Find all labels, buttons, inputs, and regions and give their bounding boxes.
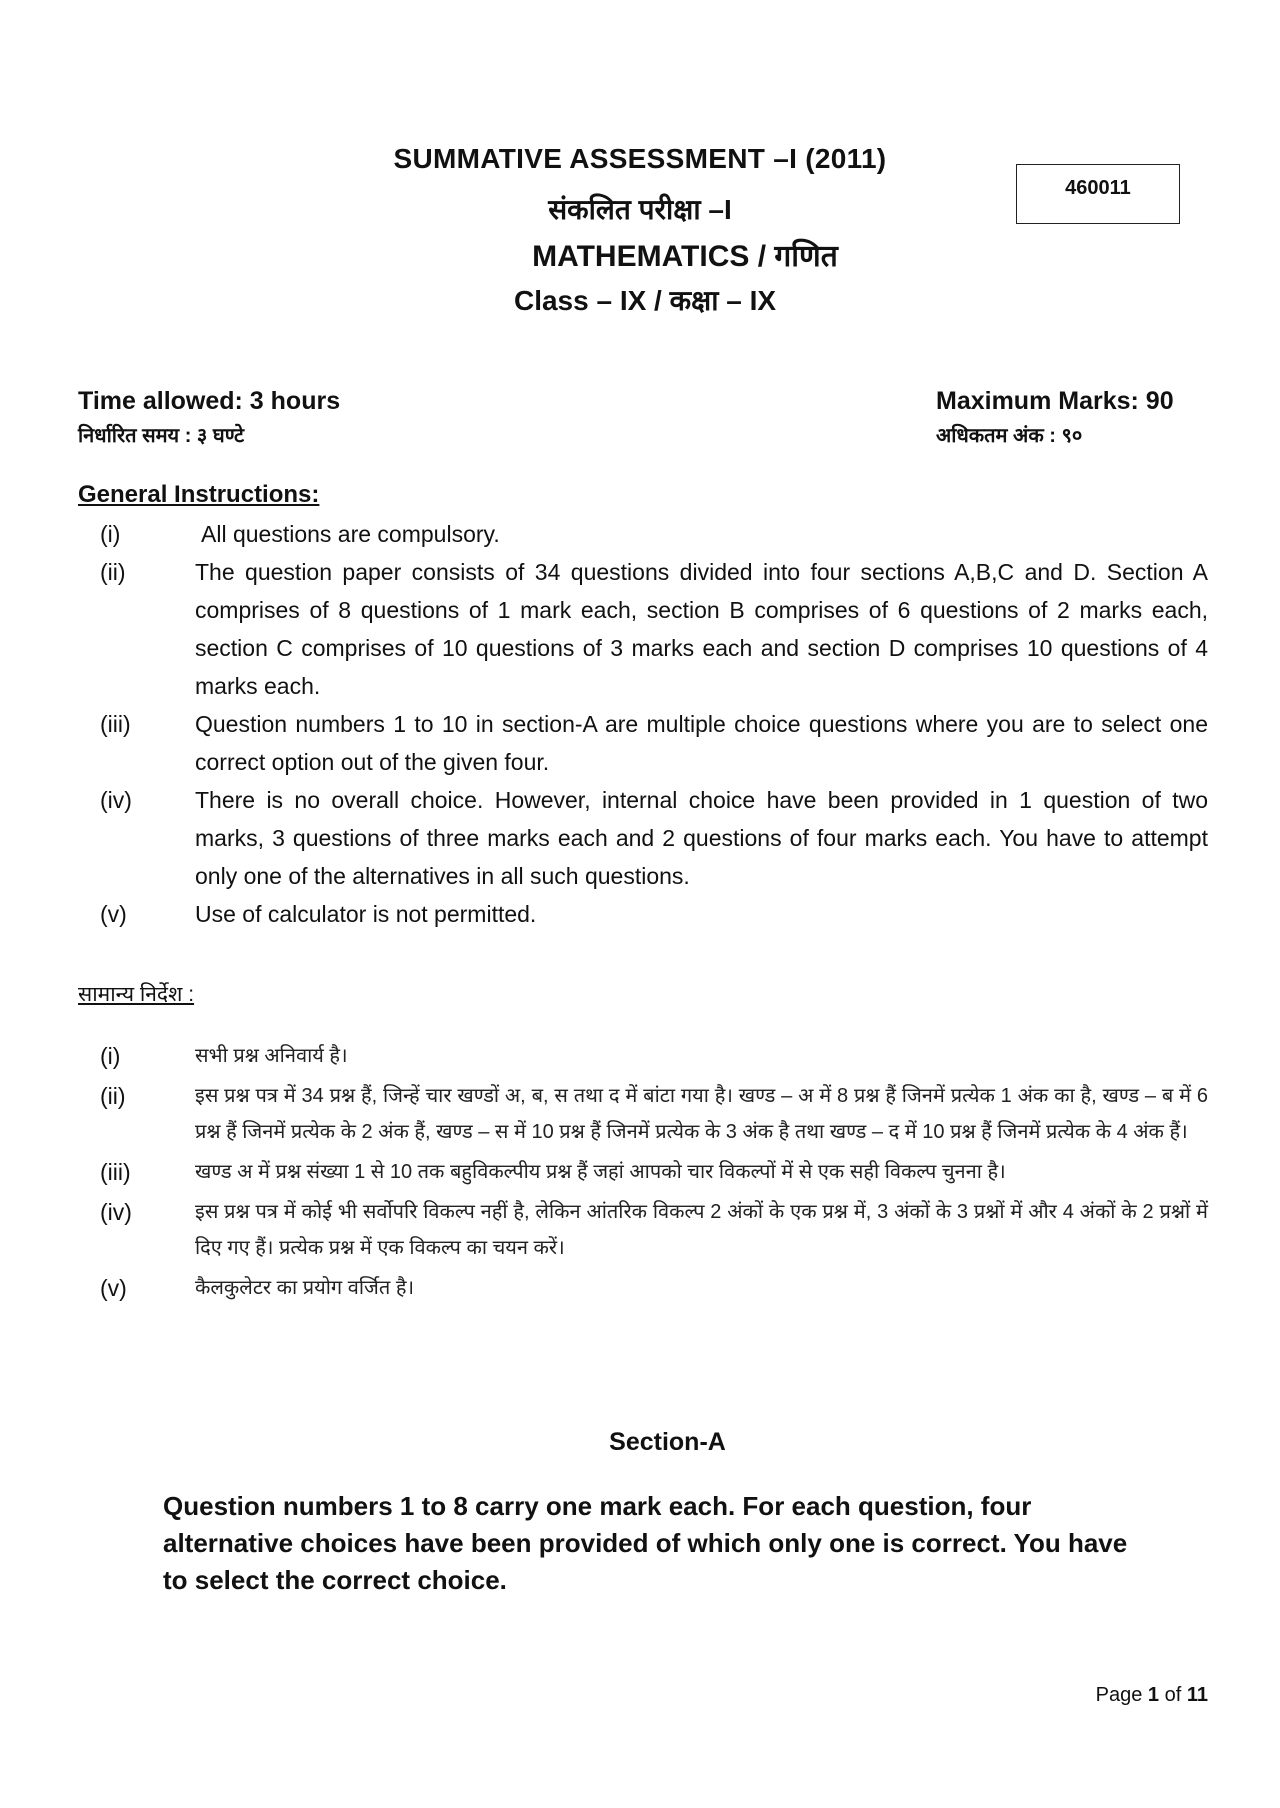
item-text: सभी प्रश्न अनिवार्य है। (195, 1045, 348, 1067)
hindi-instructions-heading: सामान्य निर्देश : (78, 983, 195, 1006)
item-text: कैलकुलेटर का प्रयोग वर्जित है। (195, 1277, 415, 1299)
class-title: Class – IX / कक्षा – IX (513, 285, 777, 316)
list-item (78, 515, 1208, 553)
item-number: (ii) (100, 1083, 126, 1109)
item-number: (v) (100, 1275, 127, 1301)
time-allowed-en: Time allowed: 3 hours (78, 387, 341, 415)
subject-title: MATHEMATICS / गणित (532, 240, 838, 273)
list-item (78, 1154, 1208, 1190)
item-text: Question numbers 1 to 10 in section-A are multiple choice questions where you are to select one correct option out of the given four. (195, 711, 1208, 775)
section-note: Question numbers 1 to 8 carry one mark each. For each question, four alternative choices have been provided of which only one is correct. You have to select the correct choice. (163, 1491, 1128, 1595)
page-footer (1096, 1684, 1208, 1707)
item-number: (ii) (100, 559, 126, 585)
item-text: The question paper consists of 34 questions divided into four sections A,B,C and D. Section A comprises of 8 questions of 1 mark each, section B comprises of 6 questions of 2 marks each, section C comprises of 10 questions of 3 marks each and section D comprises 10 questions of 4 marks each. (195, 559, 1208, 699)
exam-title-en: SUMMATIVE ASSESSMENT –I (2011) (393, 143, 887, 174)
paper-code-box: 460011 (1016, 164, 1180, 224)
item-number: (iii) (100, 711, 131, 737)
max-marks-hi: अधिकतम अंक : ९० (936, 425, 1083, 447)
item-number: (i) (100, 1043, 121, 1069)
item-text: खण्ड अ में प्रश्न संख्या 1 से 10 तक बहुविकल्पीय प्रश्न हैं जहां आपको चार विकल्पों में से एक सही विकल्प चुनना है। (195, 1161, 1006, 1183)
list-item (78, 705, 1208, 781)
item-number: (v) (100, 901, 127, 927)
list-item (78, 1038, 1208, 1074)
hindi-instructions-list (78, 1038, 1208, 1306)
list-item (78, 1078, 1208, 1150)
item-text: इस प्रश्न पत्र में 34 प्रश्न हैं, जिन्हें चार खण्डों अ, ब, स तथा द में बांटा गया है। खण्ड – अ में 8 प्रश्न हैं जिनमें प्रत्येक 1 अंक का है, खण्ड – ब में 6 प्रश्न हैं जिनमें प्रत्येक के 2 अंक हैं, खण्ड – स में 10 प्रश्न हैं जिनमें प्रत्येक के 3 अंक है तथा खण्ड – द में 10 प्रश्न हैं जिनमें प्रत्येक के 4 अंक हैं। (195, 1085, 1208, 1143)
item-number: (iii) (100, 1159, 131, 1185)
page-label: Page (1095, 1684, 1143, 1706)
of-label: of (1164, 1684, 1182, 1706)
list-item (78, 1270, 1208, 1306)
item-number: (iv) (100, 1199, 132, 1225)
list-item (78, 781, 1208, 895)
total-pages: 11 (1186, 1684, 1208, 1706)
section-title: Section-A (609, 1428, 726, 1456)
list-item (78, 553, 1208, 705)
item-text: All questions are compulsory. (201, 521, 500, 547)
general-instructions-heading: General Instructions: (78, 481, 320, 508)
item-number: (i) (100, 521, 121, 547)
max-marks-en: Maximum Marks: 90 (936, 387, 1174, 415)
item-text: Use of calculator is not permitted. (195, 901, 537, 927)
item-text: इस प्रश्न पत्र में कोई भी सर्वोपरि विकल्प नहीं है, लेकिन आंतरिक विकल्प 2 अंकों के एक प्रश्न में, 3 अंकों के 3 प्रश्नों में और 4 अंकों के 2 प्रश्नों में दिए गए हैं। प्रत्येक प्रश्न में एक विकल्प का चयन करें। (195, 1201, 1208, 1259)
item-text: There is no overall choice. However, internal choice have been provided in 1 question of two marks, 3 questions of three marks each and 2 questions of four marks each. You have to attempt only one of the alternatives in all such questions. (195, 787, 1208, 889)
item-number: (iv) (100, 787, 132, 813)
time-allowed-hi: निर्धारित समय : ३ घण्टे (78, 425, 245, 447)
list-item (78, 895, 1208, 933)
list-item (78, 1194, 1208, 1266)
exam-title-hi: संकलित परीक्षा –I (548, 194, 732, 225)
page-number: 1 (1147, 1684, 1160, 1706)
general-instructions-list (78, 515, 1208, 933)
